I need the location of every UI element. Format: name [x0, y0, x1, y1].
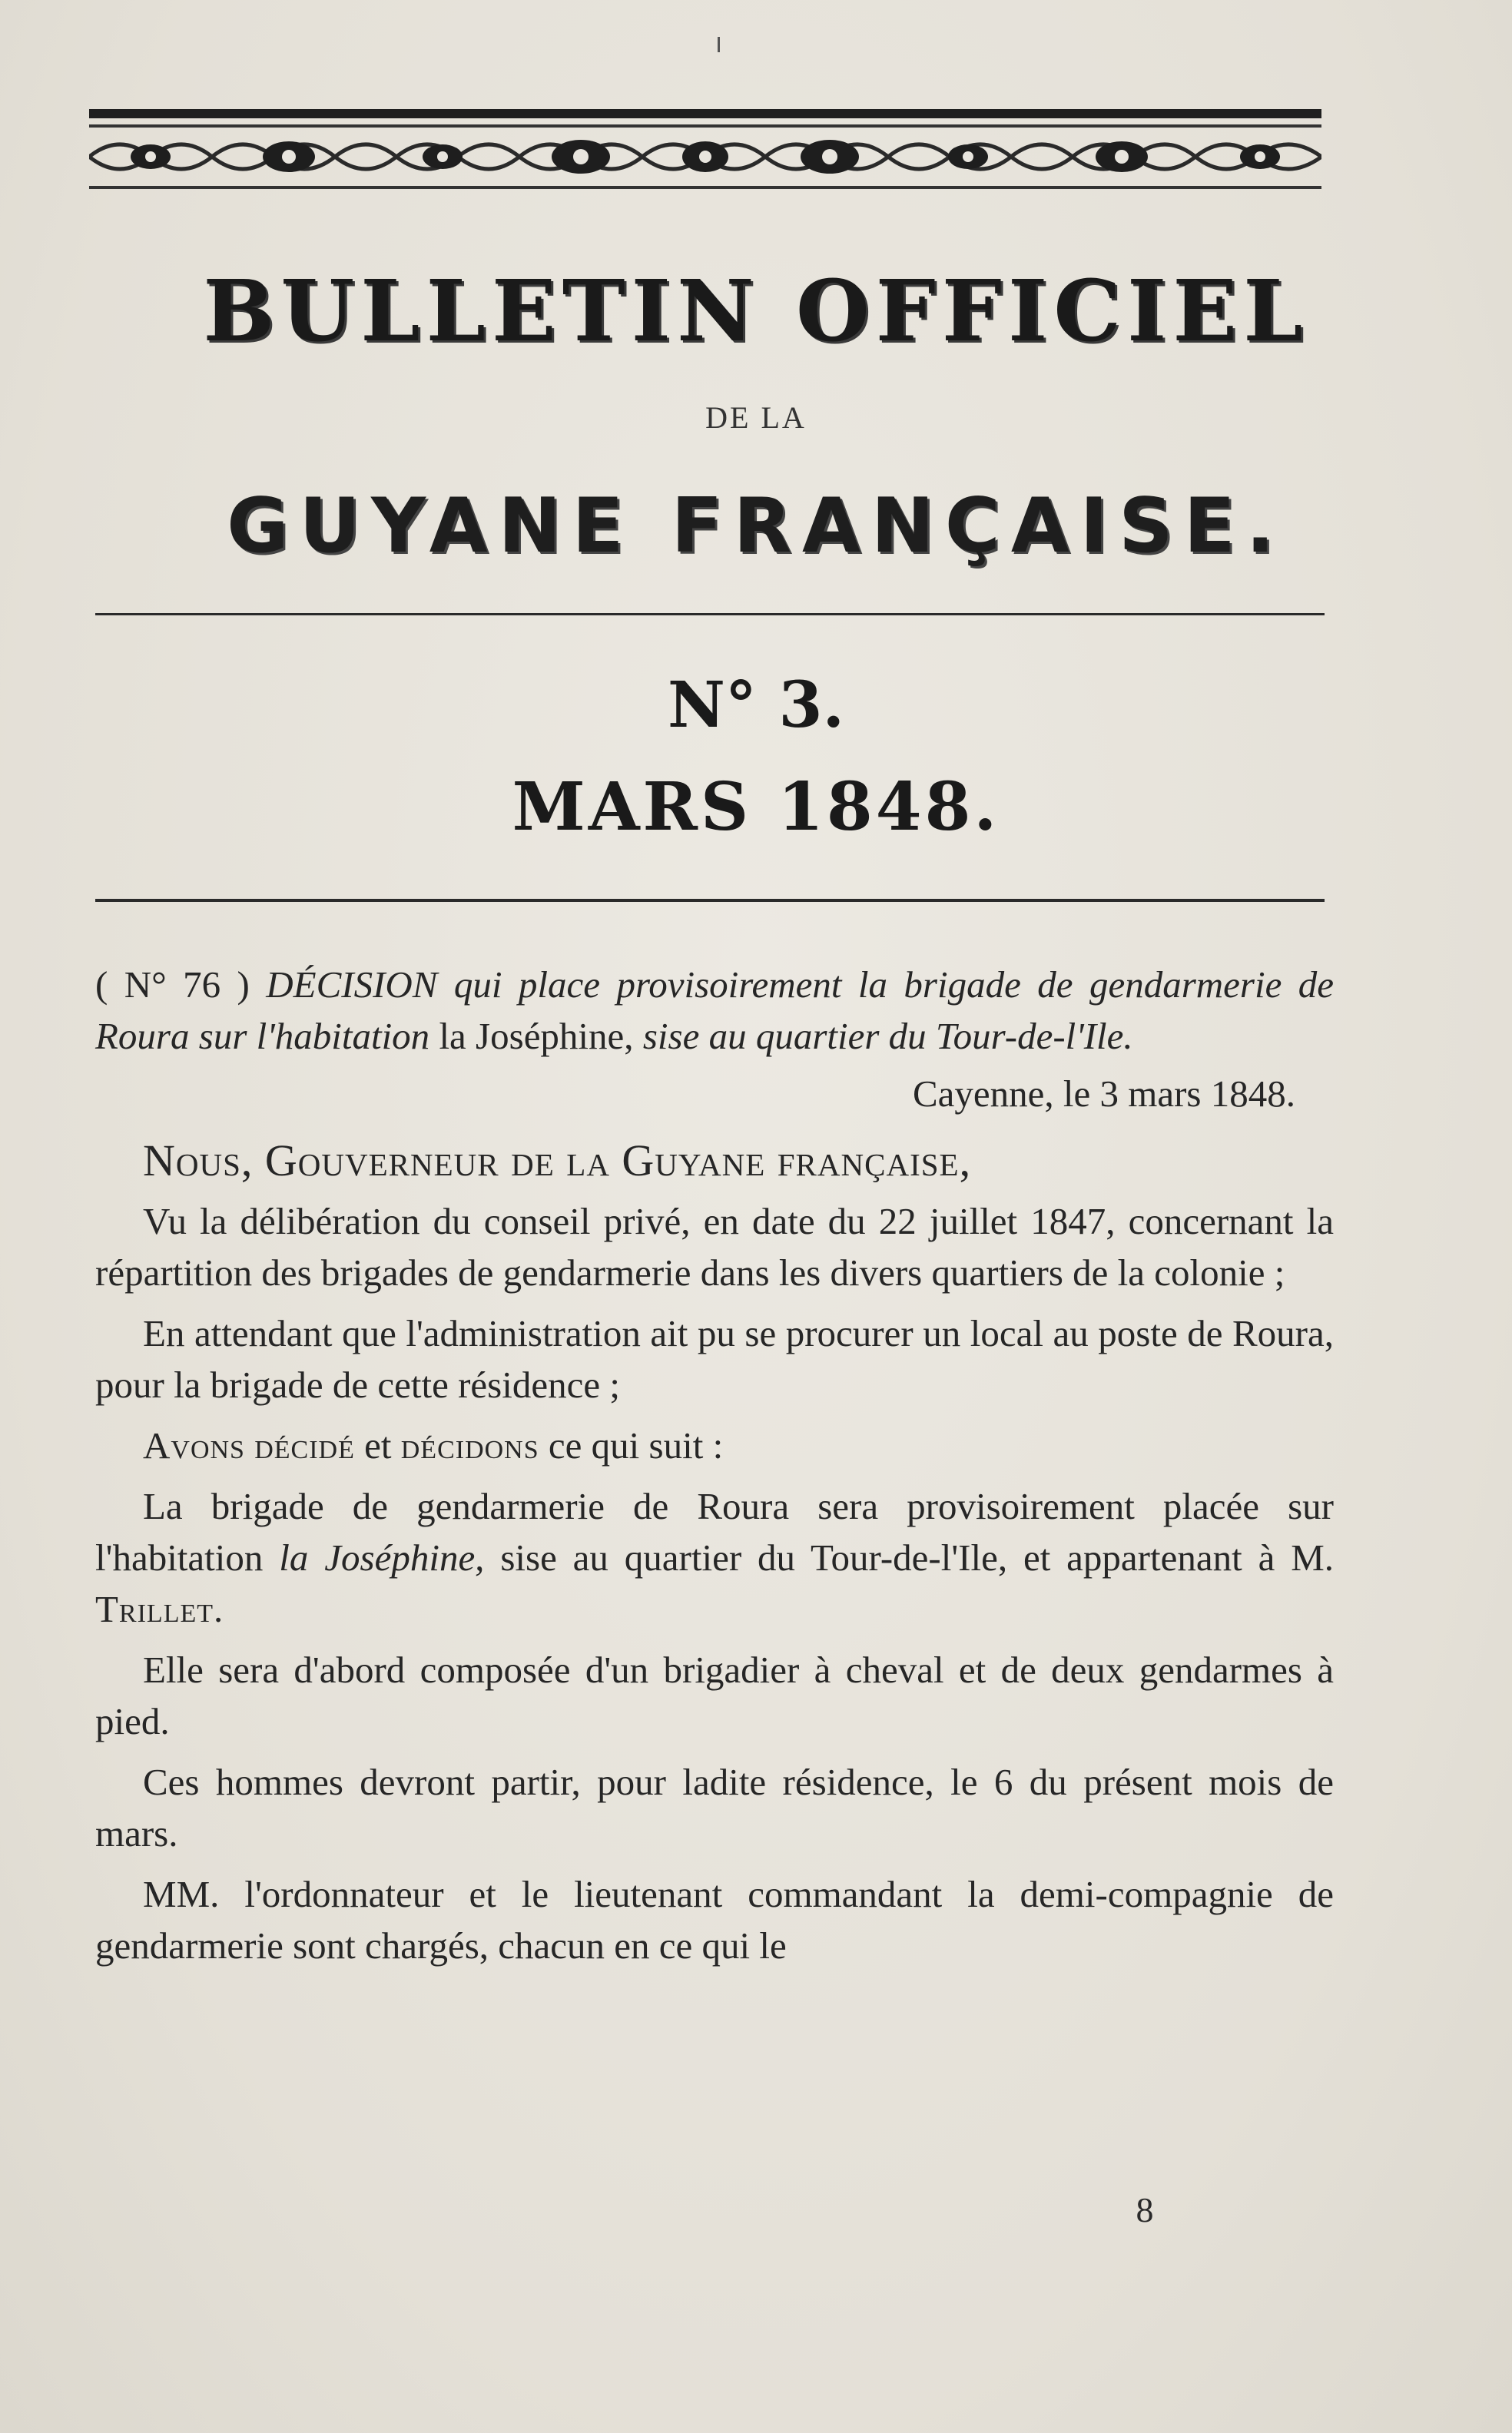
formula-part: décidé	[254, 1424, 355, 1467]
decision-number: ( N° 76 )	[95, 963, 250, 1006]
opening-line: Nous, Gouverneur de la Guyane française,	[143, 1135, 972, 1185]
article-execution: MM. l'ordonnateur et le lieutenant commandant la demi-compagnie de gendarmerie sont chargés, chacun en ce qui le	[95, 1873, 1334, 1967]
page-number: 8	[1136, 2190, 1154, 2229]
decision-title: DÉCISION qui place provisoirement la brigade de gendarmerie de Roura sur l'habitation	[95, 963, 1334, 1057]
decorative-border-ornament	[89, 109, 1321, 201]
formula-part: ce qui suit :	[548, 1424, 724, 1467]
formula-part: et	[364, 1424, 392, 1467]
article-composition: Elle sera d'abord composée d'un brigadier à cheval et de deux gendarmes à pied.	[95, 1649, 1334, 1742]
considerant-deliberation: Vu la délibération du conseil privé, en date du 22 juillet 1847, concernant la répartition des brigades de gendarmerie dans les divers quartiers de la colonie ;	[95, 1200, 1334, 1294]
placement-text: sise au quartier du Tour-de-l'Ile, et appartenant à M.	[500, 1536, 1335, 1579]
issue-date: MARS 1848.	[512, 768, 1000, 846]
article-departure: Ces hommes devront partir, pour ladite résidence, le 6 du présent mois de mars.	[95, 1761, 1334, 1855]
placement-text: La brigade de gendarmerie de Roura sera provisoirement placée sur l'habitation	[95, 1485, 1334, 1579]
colony-title: GUYANE FRANÇAISE.	[227, 482, 1285, 570]
formula-part: Avons	[143, 1424, 245, 1467]
title-connector: DE LA	[705, 400, 807, 435]
binding-mark	[718, 37, 720, 52]
considerant-local: En attendant que l'administration ait pu se procurer un local au poste de Roura, pour la brigade de cette résidence ;	[95, 1312, 1334, 1406]
formula-part: décidons	[400, 1424, 539, 1467]
header-divider	[95, 613, 1325, 615]
place-date: Cayenne, le 3 mars 1848.	[912, 1072, 1295, 1115]
placement-estate: la Joséphine,	[279, 1536, 485, 1579]
issue-number: N° 3.	[667, 668, 845, 742]
bulletin-title: BULLETIN OFFICIEL	[203, 261, 1309, 360]
decision-title-estate: la Joséphine,	[439, 1015, 634, 1057]
article-placement	[95, 1480, 1334, 1635]
decision-formula	[95, 1420, 1334, 1471]
decision-heading	[95, 959, 1334, 1062]
placement-owner: Trillet.	[95, 1588, 224, 1630]
decision-title-location: sise au quartier du Tour-de-l'Ile.	[642, 1015, 1133, 1057]
decision-body	[95, 959, 1334, 1981]
section-divider	[95, 899, 1325, 902]
